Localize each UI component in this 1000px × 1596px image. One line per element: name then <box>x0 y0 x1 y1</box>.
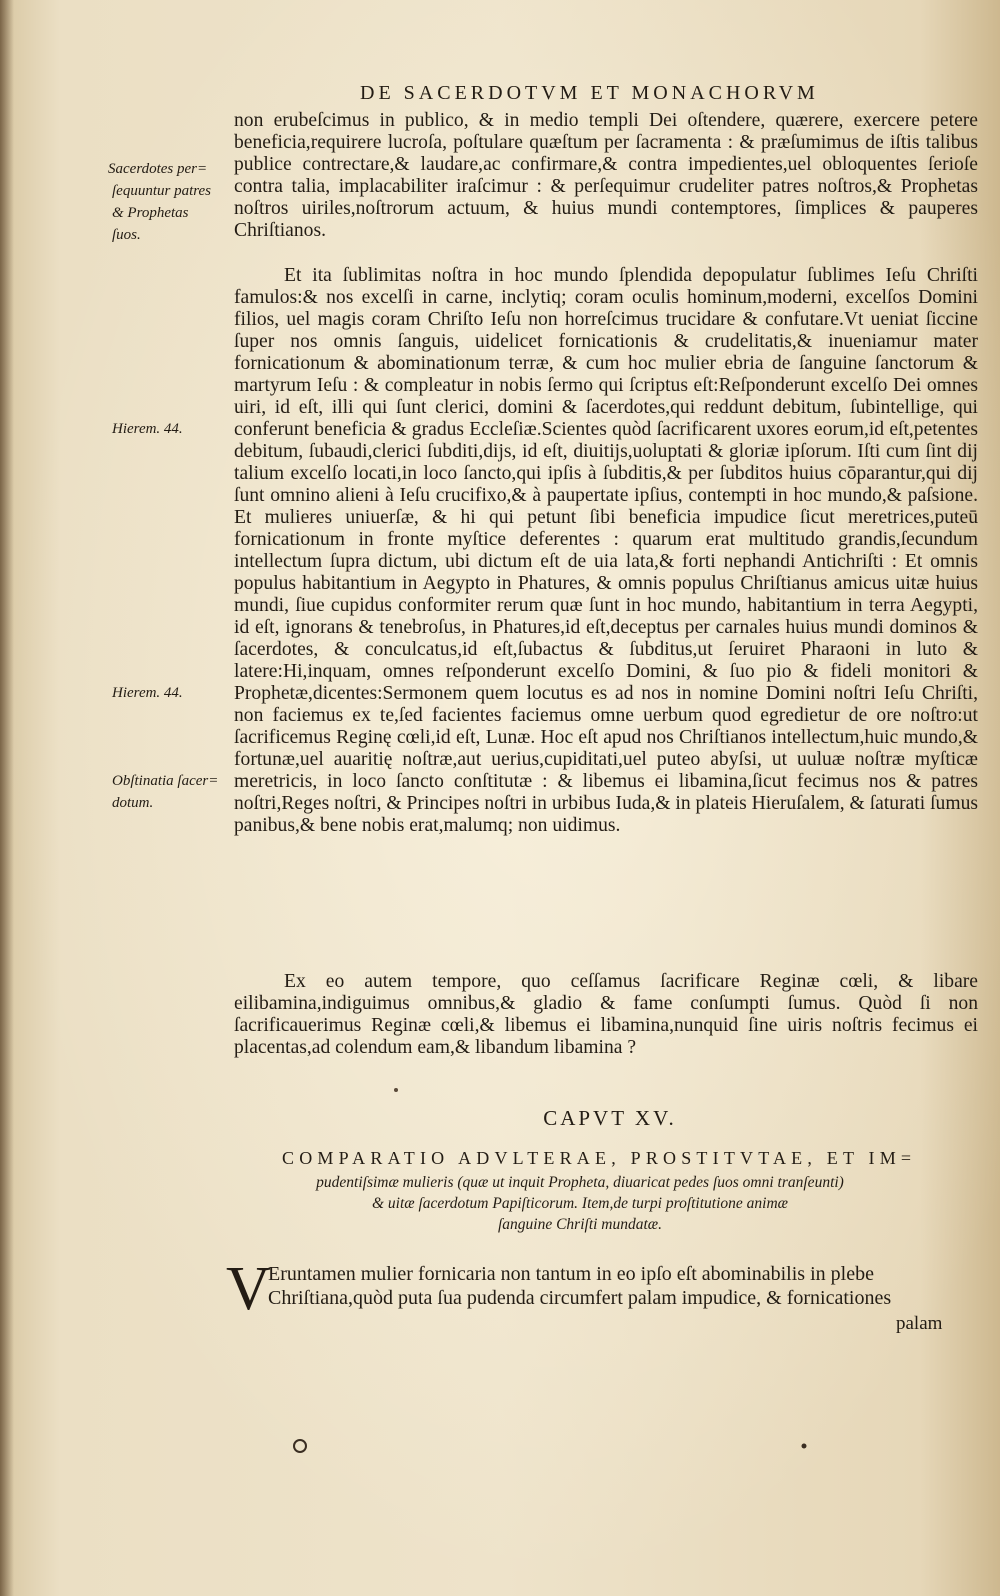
chapter-subtitle-line-1: pudentiſsimæ mulieris (quæ ut inquit Propheta, diuaricat pedes ſuos omni tranſeunti) <box>316 1174 844 1191</box>
running-head: DE SACERDOTVM ET MONACHORVM <box>360 82 819 104</box>
drop-cap: V <box>226 1255 271 1323</box>
chapter-text-line-1: Eruntamen mulier fornicaria non tantum in eo ipſo eſt abominabilis in plebe <box>268 1263 874 1285</box>
margin-note-suos: ſuos. <box>112 227 141 243</box>
paper-speck <box>394 1088 398 1092</box>
margin-note-dotum: dotum. <box>112 795 154 811</box>
margin-note-hierem-2: Hierem. 44. <box>112 685 183 701</box>
margin-note-sequuntur: ſequuntur patres <box>112 183 212 199</box>
margin-note-prophetas: & Prophetas <box>112 205 189 221</box>
chapter-subtitle-line-3: ſanguine Chriſti mundatæ. <box>497 1216 663 1233</box>
paper-speck <box>802 1444 807 1449</box>
catchword: palam <box>896 1313 943 1334</box>
paper-speck <box>294 1440 306 1452</box>
chapter-text-line-2: Chriſtiana,quòd puta ſua pudenda circumfert palam impudice, & fornicationes <box>268 1287 892 1309</box>
paragraph-3-text: Ex eo autem tempore, quo ceſſamus ſacrificare Reginæ cœli, & libare eilibamina,indiguimus omnibus,& gladio & fame conſumpti ſumus. Quòd ſi non ſacrificauerimus Reginæ cœli,& libemus ei libamina,nunquid ſine uiris noſtris fecimus ei placentas,ad colendum eam,& libandum libamina ? <box>234 971 978 1058</box>
chapter-title: CAPVT XV. <box>543 1106 677 1130</box>
chapter-subtitle-line-2: & uitæ ſacerdotum Papiſticorum. Item,de turpi proſtitutione animæ <box>371 1195 789 1212</box>
paragraph-2-text: Et ita ſublimitas noſtra in hoc mundo ſplendida depopulatur ſublimes Ieſu Chriſti famulos:& nos excelſi in carne, inclytiq; coram oculis hominum,moderni, excelſos Domini filios, uel magis coram Chriſto Ieſu non horreſcimus trucidare & confutare.Vt ueniat ſiccine ſuper nos omnis ſanguis, uidelicet fornicationis & crudelitatis,& inueniamur mater fornicationum & abominationum terræ, & cum hoc mulier ebria de ſanguine ſanctorum & martyrum Ieſu : & compleatur in nobis ſermo qui ſcriptus eſt:Reſponderunt excelſo Dei omnes uiri, id eſt, illi qui ſunt clerici, domini & ſacerdotes,qui reddunt debitum, ſubintellige, qui conferunt beneficia & gradus Eccleſiæ.Scientes quòd ſacrificarent uxores eorum,id eſt,petentes debitum, ſubaudi,clerici ſubditi,dijs, id eſt, diuitijs,uoluptati & gloriæ ipſorum. Iſti cum ſint dij talium excelſo locati,in loco ſancto,qui ipſis à ſubditis,& per ſubditos huius cōparantur,qui dij ſunt omnino alieni à Ieſu crucifixo,& à paupertate ipſius, contempti in hoc mundo,& paſsione. Et mulieres uniuerſæ, & hi qui petunt ſibi beneficia impudice ſicut meretrices,puteū fornicationum in fronte myſtice deferentes : quarum erat multitudo grandis,ſecundum intellectum ſupra dictum, ubi dictum eſt de uia lata,& forti nephandi Antichriſti : Et omnis populus habitantium in Aegypto in Phatures, & omnis populus Chriſtianus amicus uitæ huius mundi, ſiue cupidus conformiter rerum quæ ſunt in hoc mundo, habitantium in terra Aegypti, id eſt, ignorans & tenebroſus, in Phatures,id eſt,deceptus per carnales huius mundi dominos & ſacerdotes, & conculcatus,id eſt,ſubactus & ſubditus,ut ſeruiret Pharaoni in luto & latere:Hi,inquam, omnes reſponderunt excelſo Domini, & ſuo pio & fideli monitori & Prophetæ,dicentes:Sermonem quem locutus es ad nos in nomine Domini noſtri Ieſu Chriſti, non faciemus ex te,ſed facientes faciemus omne uerbum quod egredietur de ore noſtro:ut ſacrificemus Reginę cœli,id eſt, Lunæ. Hoc eſt apud nos Chriſtianos intellectum,huic mundo,& fortunæ,uel auaritię noſtræ,aut uerius,cupiditati,uel puteo abyſsi, ut uuluæ noſtræ myſticæ meretricis, in loco ſancto conſtitutæ : & libemus ei libamina,ſicut fecimus nos & patres noſtri,Reges noſtri, & Principes noſtri in urbibus Iuda,& in plateis Hieruſalem, & ſaturati ſumus panibus,& bene nobis erat,malumq; non uidimus. <box>234 265 978 836</box>
margin-note-hierem-1: Hierem. 44. <box>112 421 183 437</box>
chapter-heading: COMPARATIO ADVLTERAE, PROSTITVTAE, ET IM= <box>282 1148 917 1168</box>
margin-note-obstinatia: Obſtinatia ſacer= <box>112 773 219 789</box>
paragraph-1-text: non erubeſcimus in publico, & in medio templi Dei oſtendere, quærere, exercere petere beneficia,requirere lucroſa, poſtulare quæſtum per ſacramenta : & præſumimus de iſtis talibus publice contrectare,& laudare,ac confirmare,& contra impedientes,uel obloquentes ſerioſe contra talia, implacabiliter iraſcimur : & perſequimur crudeliter patres noſtros,& Prophetas noſtros uiriles,noſtrorum actuum, & huius mundi contemptores, ſimplices & pauperes Chriſtianos. <box>234 110 978 241</box>
margin-note-sacerdotes: Sacerdotes per= <box>108 161 208 177</box>
